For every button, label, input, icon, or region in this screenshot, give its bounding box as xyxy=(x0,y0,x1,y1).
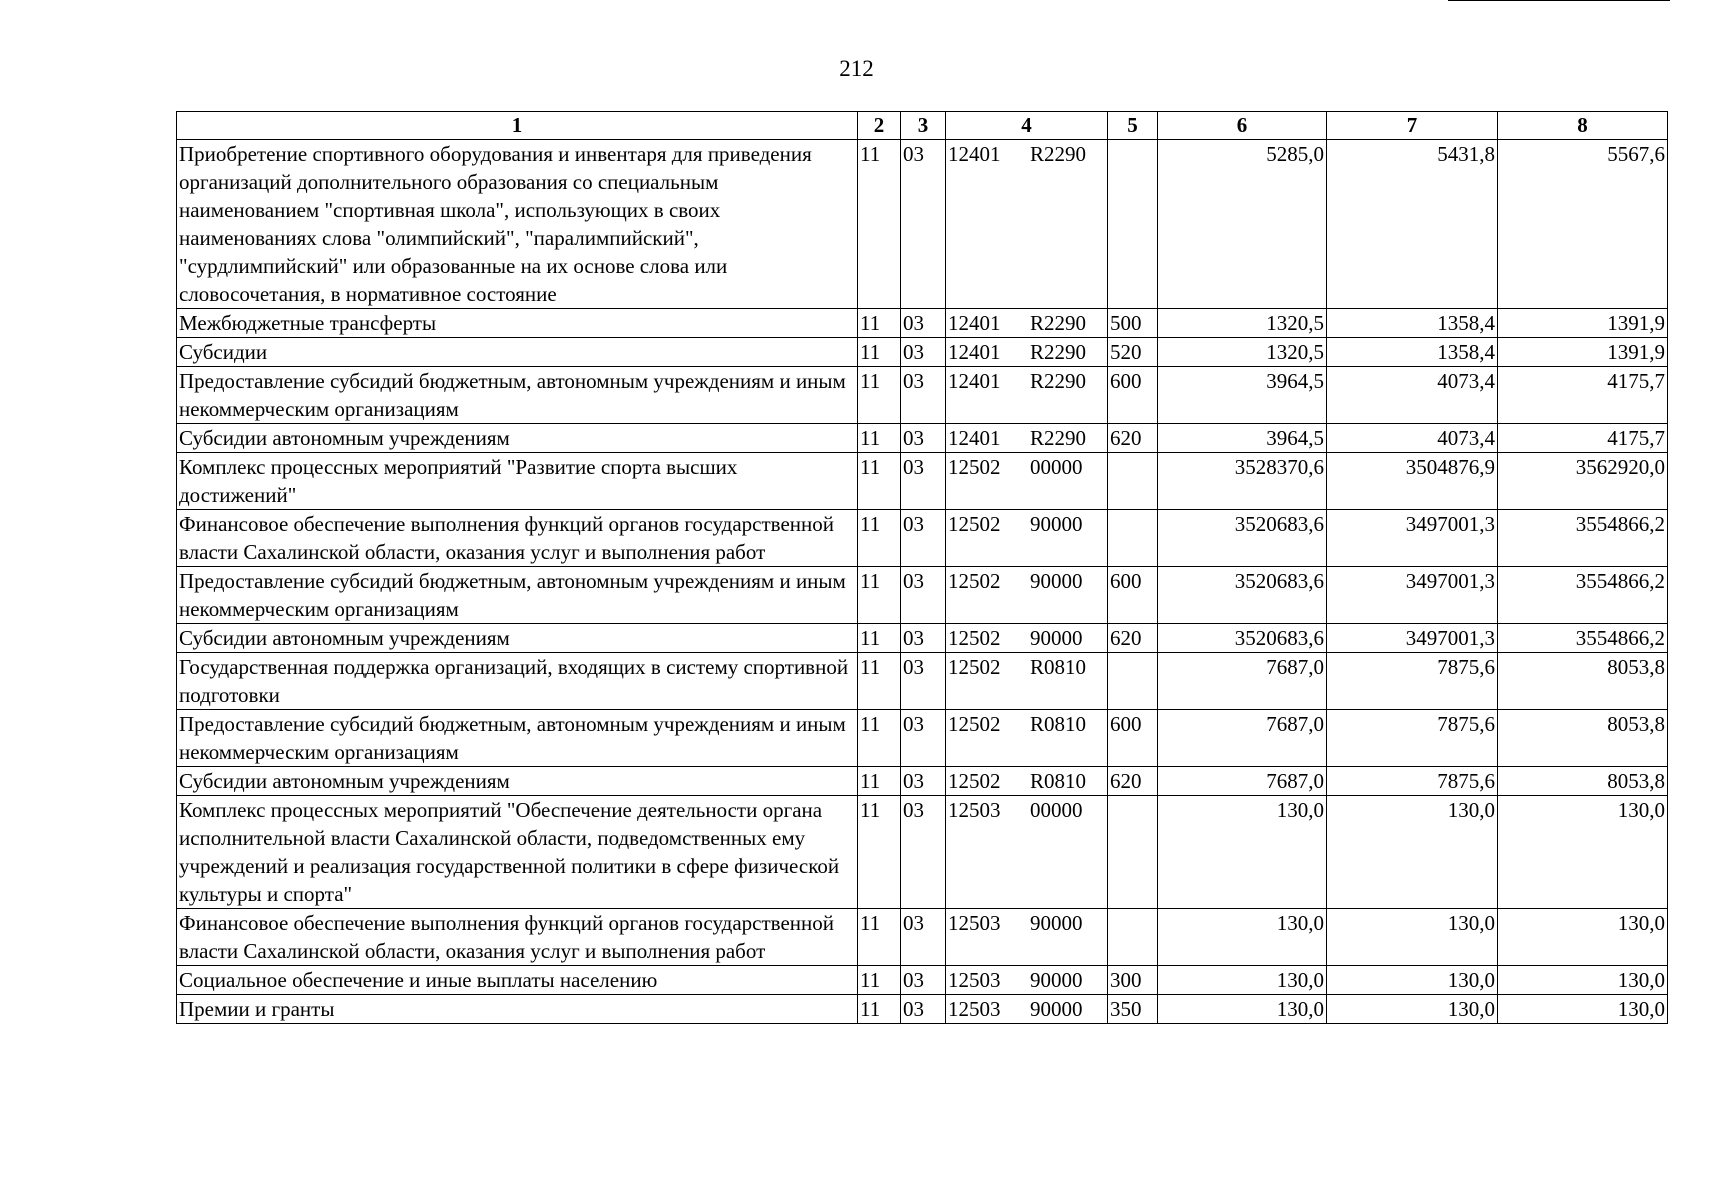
target-article-program-code: 12503 xyxy=(948,798,1001,822)
amount-col-7-cell: 1358,4 xyxy=(1327,309,1498,338)
section-code-cell: 11 xyxy=(858,909,901,966)
expense-type-cell xyxy=(1108,796,1158,909)
target-article-cell xyxy=(946,338,1108,367)
expense-type-cell: 620 xyxy=(1108,767,1158,796)
amount-col-7-cell: 4073,4 xyxy=(1327,367,1498,424)
target-article-cell xyxy=(946,309,1108,338)
header-col-4: 4 xyxy=(946,112,1108,140)
amount-col-7-cell: 5431,8 xyxy=(1327,140,1498,309)
table-row xyxy=(177,995,1668,1024)
expense-type-cell: 600 xyxy=(1108,367,1158,424)
target-article-cell xyxy=(946,510,1108,567)
target-article-program-code: 12502 xyxy=(948,569,1001,593)
amount-col-6-cell: 3520683,6 xyxy=(1158,624,1327,653)
subsection-code-cell: 03 xyxy=(901,710,946,767)
table-row xyxy=(177,567,1668,624)
subsection-code-cell: 03 xyxy=(901,624,946,653)
table-row xyxy=(177,909,1668,966)
target-article-direction-code: R2290 xyxy=(1030,426,1087,450)
header-row xyxy=(177,112,1668,140)
expense-type-cell: 600 xyxy=(1108,710,1158,767)
target-article-direction-code: R2290 xyxy=(1030,142,1087,166)
row-name-cell: Комплекс процессных мероприятий "Развитие спорта высших достижений" xyxy=(177,453,858,510)
target-article-direction-code: 90000 xyxy=(1030,569,1083,593)
section-code-cell: 11 xyxy=(858,767,901,796)
target-article-cell xyxy=(946,796,1108,909)
target-article-cell xyxy=(946,367,1108,424)
target-article-cell xyxy=(946,424,1108,453)
expense-type-cell xyxy=(1108,453,1158,510)
target-article-program-code: 12502 xyxy=(948,712,1001,736)
header-col-5: 5 xyxy=(1108,112,1158,140)
row-name-cell: Межбюджетные трансферты xyxy=(177,309,858,338)
amount-col-7-cell: 130,0 xyxy=(1327,995,1498,1024)
table-row xyxy=(177,710,1668,767)
amount-col-6-cell: 130,0 xyxy=(1158,995,1327,1024)
amount-col-8-cell: 130,0 xyxy=(1498,966,1668,995)
target-article-cell xyxy=(946,995,1108,1024)
target-article-direction-code: 90000 xyxy=(1030,997,1083,1021)
section-code-cell: 11 xyxy=(858,995,901,1024)
row-name-cell: Финансовое обеспечение выполнения функций органов государственной власти Сахалинской области, оказания услуг и выполнения работ xyxy=(177,909,858,966)
expense-type-cell: 620 xyxy=(1108,424,1158,453)
amount-col-8-cell: 3562920,0 xyxy=(1498,453,1668,510)
expense-type-cell: 300 xyxy=(1108,966,1158,995)
target-article-program-code: 12401 xyxy=(948,426,1001,450)
amount-col-8-cell: 1391,9 xyxy=(1498,309,1668,338)
amount-col-6-cell: 3964,5 xyxy=(1158,424,1327,453)
subsection-code-cell: 03 xyxy=(901,767,946,796)
table-row xyxy=(177,367,1668,424)
amount-col-8-cell: 3554866,2 xyxy=(1498,624,1668,653)
amount-col-6-cell: 3964,5 xyxy=(1158,367,1327,424)
section-code-cell: 11 xyxy=(858,624,901,653)
table-row xyxy=(177,453,1668,510)
row-name-cell: Предоставление субсидий бюджетным, автономным учреждениям и иным некоммерческим организациям xyxy=(177,567,858,624)
header-col-7: 7 xyxy=(1327,112,1498,140)
expense-type-cell: 520 xyxy=(1108,338,1158,367)
target-article-cell xyxy=(946,909,1108,966)
target-article-program-code: 12401 xyxy=(948,142,1001,166)
target-article-program-code: 12401 xyxy=(948,340,1001,364)
target-article-program-code: 12503 xyxy=(948,911,1001,935)
amount-col-8-cell: 130,0 xyxy=(1498,909,1668,966)
amount-col-8-cell: 4175,7 xyxy=(1498,424,1668,453)
target-article-direction-code: R2290 xyxy=(1030,369,1087,393)
top-edge-rule xyxy=(1448,0,1670,1)
table-row xyxy=(177,140,1668,309)
amount-col-6-cell: 7687,0 xyxy=(1158,653,1327,710)
table-row xyxy=(177,309,1668,338)
target-article-program-code: 12502 xyxy=(948,455,1001,479)
subsection-code-cell: 03 xyxy=(901,995,946,1024)
section-code-cell: 11 xyxy=(858,796,901,909)
subsection-code-cell: 03 xyxy=(901,909,946,966)
target-article-direction-code: R2290 xyxy=(1030,340,1087,364)
amount-col-6-cell: 3520683,6 xyxy=(1158,567,1327,624)
target-article-program-code: 12502 xyxy=(948,655,1001,679)
amount-col-7-cell: 130,0 xyxy=(1327,966,1498,995)
header-col-8: 8 xyxy=(1498,112,1668,140)
expense-type-cell: 500 xyxy=(1108,309,1158,338)
target-article-program-code: 12401 xyxy=(948,369,1001,393)
amount-col-8-cell: 8053,8 xyxy=(1498,653,1668,710)
amount-col-6-cell: 7687,0 xyxy=(1158,710,1327,767)
row-name-cell: Субсидии xyxy=(177,338,858,367)
row-name-cell: Субсидии автономным учреждениям xyxy=(177,424,858,453)
amount-col-6-cell: 130,0 xyxy=(1158,796,1327,909)
target-article-direction-code: 90000 xyxy=(1030,626,1083,650)
amount-col-8-cell: 5567,6 xyxy=(1498,140,1668,309)
section-code-cell: 11 xyxy=(858,309,901,338)
row-name-cell: Предоставление субсидий бюджетным, автономным учреждениям и иным некоммерческим организациям xyxy=(177,367,858,424)
subsection-code-cell: 03 xyxy=(901,653,946,710)
target-article-direction-code: 90000 xyxy=(1030,512,1083,536)
amount-col-8-cell: 3554866,2 xyxy=(1498,567,1668,624)
table-row xyxy=(177,338,1668,367)
table-row xyxy=(177,624,1668,653)
table-row xyxy=(177,424,1668,453)
row-name-cell: Социальное обеспечение и иные выплаты населению xyxy=(177,966,858,995)
amount-col-8-cell: 8053,8 xyxy=(1498,710,1668,767)
expense-type-cell xyxy=(1108,140,1158,309)
subsection-code-cell: 03 xyxy=(901,367,946,424)
amount-col-6-cell: 5285,0 xyxy=(1158,140,1327,309)
target-article-direction-code: R2290 xyxy=(1030,311,1087,335)
amount-col-8-cell: 4175,7 xyxy=(1498,367,1668,424)
expense-type-cell xyxy=(1108,909,1158,966)
target-article-cell xyxy=(946,710,1108,767)
target-article-program-code: 12502 xyxy=(948,626,1001,650)
row-name-cell: Комплекс процессных мероприятий "Обеспечение деятельности органа исполнительной власти Сахалинской области, подведомственных ему учреждений и реализация государственной политики в сфере физической культуры и спорта" xyxy=(177,796,858,909)
header-col-1: 1 xyxy=(177,112,858,140)
amount-col-7-cell: 4073,4 xyxy=(1327,424,1498,453)
target-article-cell xyxy=(946,140,1108,309)
header-col-6: 6 xyxy=(1158,112,1327,140)
subsection-code-cell: 03 xyxy=(901,338,946,367)
amount-col-8-cell: 130,0 xyxy=(1498,796,1668,909)
amount-col-6-cell: 130,0 xyxy=(1158,909,1327,966)
page-number: 212 xyxy=(839,56,874,81)
subsection-code-cell: 03 xyxy=(901,140,946,309)
amount-col-7-cell: 3497001,3 xyxy=(1327,624,1498,653)
section-code-cell: 11 xyxy=(858,966,901,995)
target-article-direction-code: R0810 xyxy=(1030,655,1087,679)
section-code-cell: 11 xyxy=(858,338,901,367)
section-code-cell: 11 xyxy=(858,567,901,624)
target-article-cell xyxy=(946,966,1108,995)
row-name-cell: Субсидии автономным учреждениям xyxy=(177,624,858,653)
expense-type-cell: 350 xyxy=(1108,995,1158,1024)
target-article-direction-code: 00000 xyxy=(1030,798,1083,822)
row-name-cell: Финансовое обеспечение выполнения функций органов государственной власти Сахалинской области, оказания услуг и выполнения работ xyxy=(177,510,858,567)
amount-col-8-cell: 1391,9 xyxy=(1498,338,1668,367)
row-name-cell: Государственная поддержка организаций, входящих в систему спортивной подготовки xyxy=(177,653,858,710)
expense-type-cell: 620 xyxy=(1108,624,1158,653)
subsection-code-cell: 03 xyxy=(901,966,946,995)
amount-col-7-cell: 3497001,3 xyxy=(1327,510,1498,567)
amount-col-7-cell: 1358,4 xyxy=(1327,338,1498,367)
expense-type-cell xyxy=(1108,510,1158,567)
table-row xyxy=(177,767,1668,796)
target-article-program-code: 12503 xyxy=(948,997,1001,1021)
row-name-cell: Премии и гранты xyxy=(177,995,858,1024)
target-article-direction-code: R0810 xyxy=(1030,769,1087,793)
subsection-code-cell: 03 xyxy=(901,309,946,338)
target-article-cell xyxy=(946,567,1108,624)
target-article-program-code: 12502 xyxy=(948,512,1001,536)
amount-col-7-cell: 130,0 xyxy=(1327,796,1498,909)
budget-table xyxy=(176,111,1668,1024)
target-article-cell xyxy=(946,624,1108,653)
amount-col-7-cell: 3497001,3 xyxy=(1327,567,1498,624)
section-code-cell: 11 xyxy=(858,367,901,424)
amount-col-6-cell: 7687,0 xyxy=(1158,767,1327,796)
target-article-cell xyxy=(946,653,1108,710)
subsection-code-cell: 03 xyxy=(901,796,946,909)
amount-col-6-cell: 1320,5 xyxy=(1158,309,1327,338)
row-name-cell: Предоставление субсидий бюджетным, автономным учреждениям и иным некоммерческим организациям xyxy=(177,710,858,767)
amount-col-6-cell: 3528370,6 xyxy=(1158,453,1327,510)
amount-col-6-cell: 3520683,6 xyxy=(1158,510,1327,567)
amount-col-8-cell: 3554866,2 xyxy=(1498,510,1668,567)
table-body xyxy=(177,140,1668,1024)
target-article-program-code: 12401 xyxy=(948,311,1001,335)
subsection-code-cell: 03 xyxy=(901,453,946,510)
table-row xyxy=(177,966,1668,995)
section-code-cell: 11 xyxy=(858,140,901,309)
target-article-program-code: 12503 xyxy=(948,968,1001,992)
section-code-cell: 11 xyxy=(858,653,901,710)
amount-col-6-cell: 1320,5 xyxy=(1158,338,1327,367)
amount-col-7-cell: 7875,6 xyxy=(1327,653,1498,710)
amount-col-7-cell: 7875,6 xyxy=(1327,767,1498,796)
amount-col-6-cell: 130,0 xyxy=(1158,966,1327,995)
target-article-direction-code: R0810 xyxy=(1030,712,1087,736)
row-name-cell: Субсидии автономным учреждениям xyxy=(177,767,858,796)
table-row xyxy=(177,653,1668,710)
section-code-cell: 11 xyxy=(858,453,901,510)
table-row xyxy=(177,796,1668,909)
table-row xyxy=(177,510,1668,567)
expense-type-cell: 600 xyxy=(1108,567,1158,624)
amount-col-7-cell: 3504876,9 xyxy=(1327,453,1498,510)
amount-col-8-cell: 130,0 xyxy=(1498,995,1668,1024)
target-article-direction-code: 90000 xyxy=(1030,968,1083,992)
target-article-program-code: 12502 xyxy=(948,769,1001,793)
section-code-cell: 11 xyxy=(858,424,901,453)
section-code-cell: 11 xyxy=(858,510,901,567)
subsection-code-cell: 03 xyxy=(901,510,946,567)
target-article-cell xyxy=(946,767,1108,796)
amount-col-7-cell: 130,0 xyxy=(1327,909,1498,966)
header-col-3: 3 xyxy=(901,112,946,140)
subsection-code-cell: 03 xyxy=(901,567,946,624)
header-col-2: 2 xyxy=(858,112,901,140)
subsection-code-cell: 03 xyxy=(901,424,946,453)
amount-col-8-cell: 8053,8 xyxy=(1498,767,1668,796)
target-article-cell xyxy=(946,453,1108,510)
section-code-cell: 11 xyxy=(858,710,901,767)
target-article-direction-code: 00000 xyxy=(1030,455,1083,479)
row-name-cell: Приобретение спортивного оборудования и инвентаря для приведения организаций дополнительного образования со специальным наименованием "спортивная школа", использующих в своих наименованиях слова "олимпийский", "паралимпийский", "сурдлимпийский" или образованные на их основе слова или словосочетания, в нормативное состояние xyxy=(177,140,858,309)
amount-col-7-cell: 7875,6 xyxy=(1327,710,1498,767)
expense-type-cell xyxy=(1108,653,1158,710)
target-article-direction-code: 90000 xyxy=(1030,911,1083,935)
